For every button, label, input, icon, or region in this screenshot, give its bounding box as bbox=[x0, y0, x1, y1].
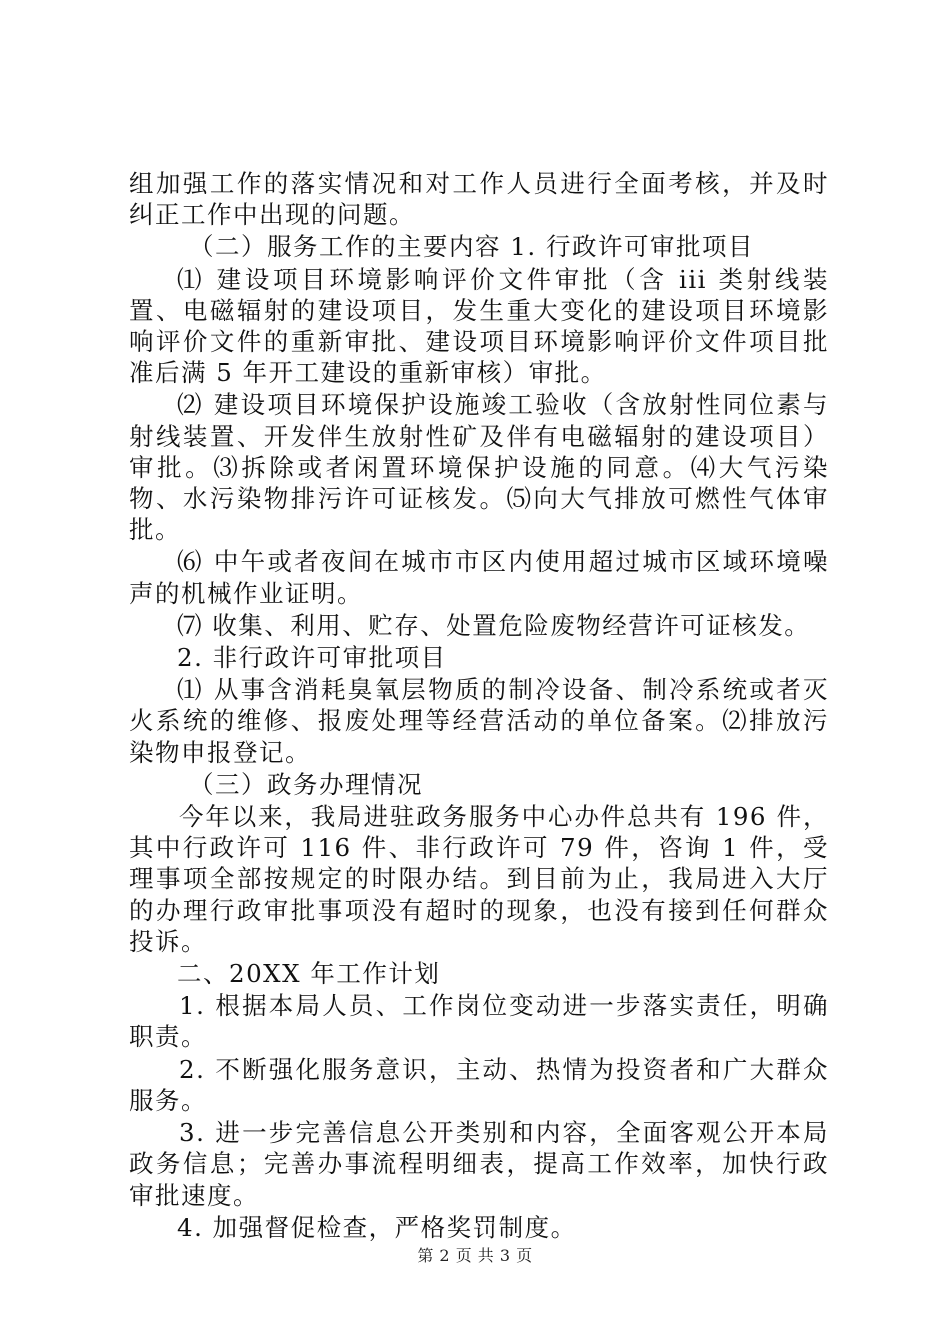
section-heading-service-content: （二）服务工作的主要内容 1. 行政许可审批项目 bbox=[189, 232, 754, 262]
plan-item-2: 2. 不断强化服务意识，主动、热情为投资者和广大群众服务。 bbox=[129, 1054, 829, 1115]
list-item-acceptance-approval: ⑵ 建设项目环境保护设施竣工验收（含放射性同位素与射线装置、开发伴生放射性矿及伴有电磁辐射的建设项目）审批。⑶拆除或者闲置环境保护设施的同意。⑷大气污染物、水污染物排污许可证核发。⑸向大气排放可燃性气体审批。 bbox=[129, 390, 829, 545]
section-heading-affairs-status: （三）政务办理情况 bbox=[189, 769, 423, 799]
subheading-non-administrative: 2. 非行政许可审批项目 bbox=[177, 643, 447, 673]
paragraph-continuation: 组加强工作的落实情况和对工作人员进行全面考核，并及时纠正工作中出现的问题。 bbox=[129, 169, 829, 230]
plan-item-4: 4. 加强督促检查，严格奖罚制度。 bbox=[177, 1212, 577, 1242]
list-item-eia-approval: ⑴ 建设项目环境影响评价文件审批（含 iii 类射线装置、电磁辐射的建设项目，发生重大变化的建设项目环境影响评价文件的重新审批、建设项目环境影响评价文件项目批准后满 5 年开工建设的重新审核）审批。 bbox=[129, 264, 829, 388]
paragraph-affairs-summary: 今年以来，我局进驻政务服务中心办件总共有 196 件，其中行政许可 116 件、非行政许可 79 件，咨询 1 件，受理事项全部按规定的时限办结。到目前为止，我局进入大厅的办理行政审批事项没有超时的现象，也没有接到任何群众投诉。 bbox=[129, 802, 829, 956]
page-number-footer: 第 2 页 共 3 页 bbox=[417, 1246, 533, 1265]
section-heading-work-plan: 二、20XX 年工作计划 bbox=[177, 959, 441, 989]
plan-item-1: 1. 根据本局人员、工作岗位变动进一步落实责任，明确职责。 bbox=[129, 991, 829, 1052]
list-item-hazardous-waste-license: ⑺ 收集、利用、贮存、处置危险废物经营许可证核发。 bbox=[177, 610, 811, 640]
list-item-night-work-certificate: ⑹ 中午或者夜间在城市市区内使用超过城市区域环境噪声的机械作业证明。 bbox=[129, 547, 829, 608]
list-item-ozone-filing: ⑴ 从事含消耗臭氧层物质的制冷设备、制冷系统或者灭火系统的维修、报废处理等经营活动的单位备案。⑵排放污染物申报登记。 bbox=[129, 675, 829, 767]
plan-item-3: 3. 进一步完善信息公开类别和内容，全面客观公开本局政务信息；完善办事流程明细表，提高工作效率，加快行政审批速度。 bbox=[129, 1118, 829, 1210]
document-body bbox=[129, 168, 829, 1244]
